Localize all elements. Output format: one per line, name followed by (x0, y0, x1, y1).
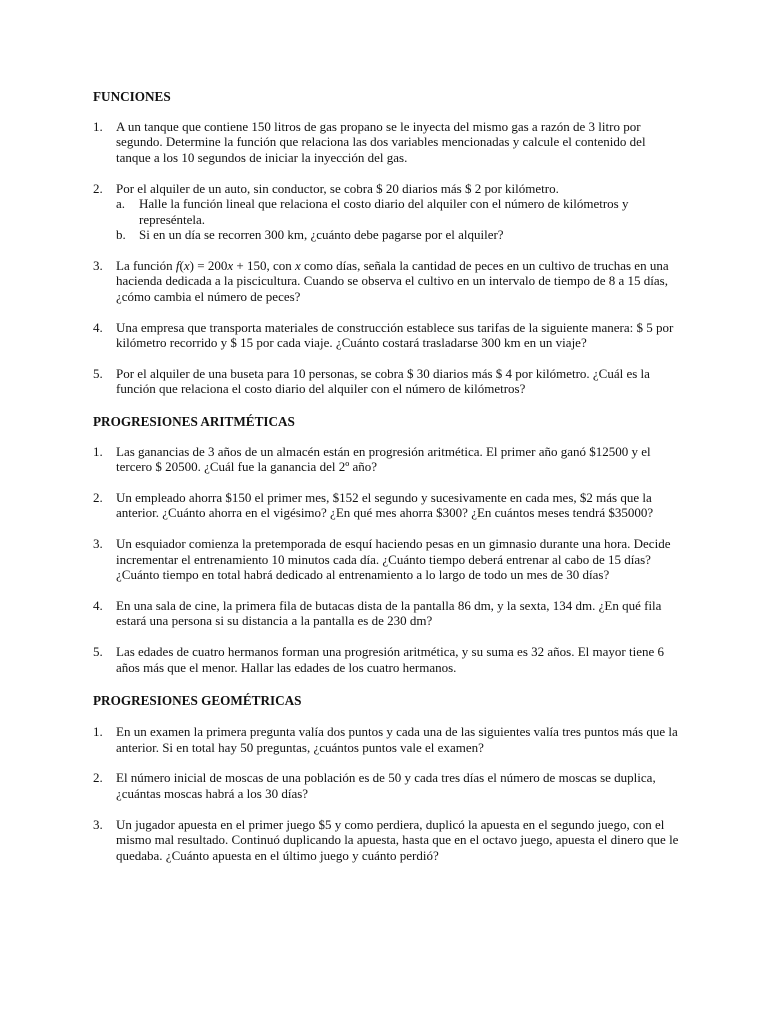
formula-open: ( (179, 257, 184, 273)
section-title: PROGRESIONES GEOMÉTRICAS (93, 693, 302, 709)
exercise-number: 2. (93, 180, 103, 196)
exercise-text-post: como días, señala la cantidad de peces en un cultivo de truchas en una hacienda dedicada a la piscicultura. Cuando se observa el cultivo en un intervalo de tiempo de 8 a 15 días, ¿cómo cambia el número de peces? (116, 257, 669, 304)
subquestion-letter: a. (116, 196, 126, 212)
exercise-item (93, 366, 683, 397)
exercise-item (93, 536, 683, 582)
exercise-number: 5. (93, 365, 103, 381)
exercise-text: Un empleado ahorra $150 el primer mes, $152 el segundo y sucesivamente en cada mes, $2 más que la anterior. ¿Cuánto ahorra en el vigésimo? ¿En qué mes ahorra $300? ¿En cuántos meses tendrá $35000? (116, 490, 654, 521)
exercise-list (93, 119, 683, 397)
exercise-text: A un tanque que contiene 150 litros de gas propano se le inyecta del mismo gas a razón de 3 litro por segundo. Determine la función que relaciona las dos variables mencionadas y calcule el contenido del tanque a los 10 segundos de iniciar la inyección del gas. (116, 119, 646, 165)
subquestion-item (116, 196, 683, 227)
exercise-list (93, 724, 683, 863)
exercise-number: 2. (93, 770, 103, 786)
exercise-item (93, 598, 683, 629)
exercise-item (93, 644, 683, 675)
function-name: f (175, 257, 180, 273)
section-title: PROGRESIONES ARITMÉTICAS (93, 413, 295, 429)
formula-middle: ) = 200 (189, 257, 228, 273)
exercise-item (93, 320, 683, 351)
exercise-item (93, 490, 683, 521)
exercise-text: Las edades de cuatro hermanos forman una progresión aritmética, y su suma es 32 años. El mayor tiene 6 años más que el menor. Hallar las edades de los cuatro hermanos. (116, 644, 664, 675)
exercise-number: 4. (93, 319, 103, 335)
subquestion-letter: b. (116, 226, 126, 242)
exercise-item (93, 817, 683, 863)
section-progresiones-aritmeticas (93, 414, 683, 675)
exercise-number: 1. (93, 119, 103, 134)
section-progresiones-geometricas (93, 693, 683, 863)
exercise-text: Por el alquiler de un auto, sin conductor, se cobra $ 20 diarios más $ 2 por kilómetro. (116, 180, 559, 196)
exercise-text: Por el alquiler de una buseta para 10 personas, se cobra $ 30 diarios más $ 4 por kilómetro. ¿Cuál es la función que relaciona el costo diario del alquiler con el número de kilómetros? (116, 365, 650, 397)
exercise-number: 4. (93, 598, 103, 614)
exercise-number: 1. (93, 443, 103, 459)
section-funciones (93, 89, 683, 397)
formula-variable: x (227, 257, 234, 273)
exercise-text: Las ganancias de 3 años de un almacén están en progresión aritmética. El primer año ganó $12500 y el tercero $ 20500. ¿Cuál fue la ganancia del 2º año? (116, 443, 651, 475)
exercise-number: 3. (93, 816, 103, 832)
subquestion-text: Si en un día se recorren 300 km, ¿cuánto debe pagarse por el alquiler? (139, 226, 504, 242)
exercise-text (116, 258, 669, 304)
formula-post: + 150, con (233, 257, 295, 273)
exercise-text: En un examen la primera pregunta valía dos puntos y cada una de las siguientes valía tres puntos más que la anterior. Si en total hay 50 preguntas, ¿cuántos puntos vale el examen? (116, 724, 678, 755)
exercise-item (93, 119, 683, 165)
exercise-item (93, 770, 683, 801)
section-title: FUNCIONES (93, 89, 171, 104)
exercise-text: Un jugador apuesta en el primer juego $5 y como perdiera, duplicó la apuesta en el segundo juego, con el mismo mal resultado. Continuó duplicando la apuesta, hasta que en el octavo juego, apuesta el dinero que le quedaba. ¿Cuánto apuesta en el último juego y cuánto perdió? (116, 816, 679, 863)
exercise-number: 2. (93, 490, 103, 505)
exercise-text: Una empresa que transporta materiales de construcción establece sus tarifas de la siguiente manera: $ 5 por kilómetro recorrido y $ 15 por cada viaje. ¿Cuánto costará trasladarse 300 km en un viaje? (116, 319, 674, 350)
subquestion-list (116, 196, 683, 242)
exercise-number: 5. (93, 644, 103, 660)
exercise-item (93, 724, 683, 755)
exercise-text: El número inicial de moscas de una población es de 50 y cada tres días el número de moscas se duplica, ¿cuántas moscas habrá a los 30 días? (116, 770, 656, 801)
exercise-item (93, 444, 683, 475)
exercise-text-pre: La función (116, 257, 176, 273)
subquestion-item (116, 227, 683, 242)
formula-variable: x (183, 257, 190, 273)
exercise-number: 3. (93, 257, 103, 273)
formula-variable: x (294, 257, 301, 273)
exercise-text: En una sala de cine, la primera fila de butacas dista de la pantalla 86 dm, y la sexta, 134 dm. ¿En qué fila estará una persona si su distancia a la pantalla es de 230 dm? (116, 598, 662, 629)
document-page (93, 89, 683, 863)
exercise-number: 1. (93, 724, 103, 740)
exercise-text: Un esquiador comienza la pretemporada de esquí haciendo pesas en un gimnasio durante una hora. Decide incrementar el entrenamiento 10 minutos cada día. ¿Cuánto tiempo deberá entrenar al cabo de 15 días? ¿Cuánto tiempo en total habrá dedicado al entrenamiento a lo largo de todo un mes de 30 días? (116, 536, 671, 583)
exercise-item (93, 181, 683, 243)
subquestion-text: Halle la función lineal que relaciona el costo diario del alquiler con el número de kilómetros y represéntela. (139, 196, 629, 227)
exercise-number: 3. (93, 536, 103, 552)
exercise-item (93, 258, 683, 304)
exercise-list (93, 444, 683, 675)
